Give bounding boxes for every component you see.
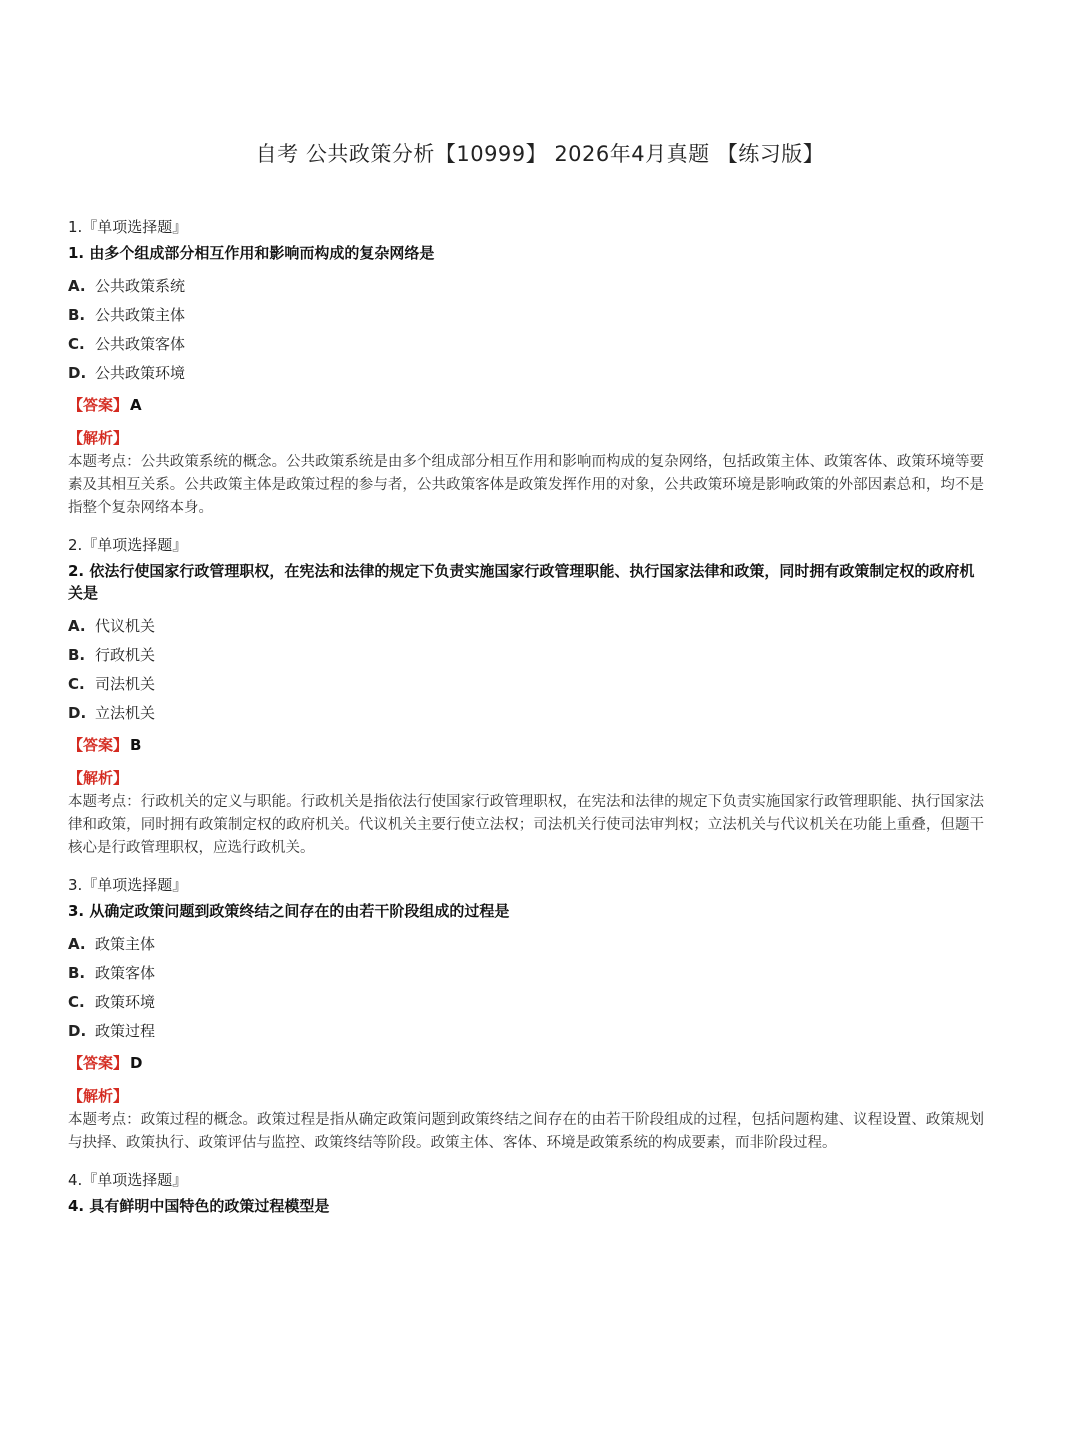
- option-text: 司法机关: [95, 675, 156, 693]
- option-letter: C.: [68, 675, 85, 693]
- option-text: 政策环境: [95, 993, 156, 1011]
- question-4: [68, 1169, 984, 1217]
- option-b: [68, 959, 984, 988]
- question-type: 1.『单项选择题』: [68, 218, 188, 236]
- option-c: [68, 670, 984, 699]
- option-a: [68, 272, 984, 301]
- answer-line: [68, 394, 984, 416]
- analysis-label: 【解析】: [68, 769, 129, 787]
- option-letter: B.: [68, 964, 86, 982]
- option-b: [68, 301, 984, 330]
- question-type: 2.『单项选择题』: [68, 536, 188, 554]
- question-stem: 1. 由多个组成部分相互作用和影响而构成的复杂网络是: [68, 244, 435, 262]
- answer-value: D: [130, 1054, 143, 1072]
- option-text: 政策客体: [95, 964, 156, 982]
- answer-line: [68, 1052, 984, 1074]
- option-letter: A.: [68, 935, 86, 953]
- option-letter: D.: [68, 364, 87, 382]
- analysis-label: 【解析】: [68, 429, 129, 447]
- option-text: 代议机关: [95, 617, 156, 635]
- option-text: 政策主体: [95, 935, 156, 953]
- analysis-text: 本题考点：行政机关的定义与职能。行政机关是指依法行使国家行政管理职权，在宪法和法律的规定下负责实施国家行政管理职能、执行国家法律和政策，同时拥有政策制定权的政府机关。代议机关主要行使立法权；司法机关行使司法审判权；立法机关与代议机关在功能上重叠，但题干核心是行政管理职权，应选行政机关。: [68, 794, 984, 856]
- answer-label: 【答案】: [68, 396, 129, 414]
- option-letter: A.: [68, 617, 86, 635]
- question-stem: 2. 依法行使国家行政管理职权，在宪法和法律的规定下负责实施国家行政管理职能、执行国家法律和政策，同时拥有政策制定权的政府机关是: [68, 562, 975, 602]
- question-type: 3.『单项选择题』: [68, 876, 188, 894]
- option-a: [68, 612, 984, 641]
- option-letter: D.: [68, 704, 87, 722]
- answer-label: 【答案】: [68, 1054, 129, 1072]
- analysis-label: 【解析】: [68, 1087, 129, 1105]
- option-letter: D.: [68, 1022, 87, 1040]
- option-d: [68, 1017, 984, 1046]
- option-letter: A.: [68, 277, 86, 295]
- answer-label: 【答案】: [68, 736, 129, 754]
- analysis-text: 本题考点：政策过程的概念。政策过程是指从确定政策问题到政策终结之间存在的由若干阶段组成的过程，包括问题构建、议程设置、政策规划与抉择、政策执行、政策评估与监控、政策终结等阶段。政策主体、客体、环境是政策系统的构成要素，而非阶段过程。: [68, 1112, 984, 1151]
- option-b: [68, 641, 984, 670]
- question-list: [68, 216, 984, 1231]
- option-letter: B.: [68, 306, 86, 324]
- option-letter: C.: [68, 993, 85, 1011]
- question-2: [68, 534, 984, 860]
- question-stem: 4. 具有鲜明中国特色的政策过程模型是: [68, 1197, 330, 1215]
- answer-value: A: [130, 396, 142, 414]
- question-stem: 3. 从确定政策问题到政策终结之间存在的由若干阶段组成的过程是: [68, 902, 510, 920]
- option-text: 公共政策系统: [95, 277, 186, 295]
- question-3: [68, 874, 984, 1155]
- option-c: [68, 330, 984, 359]
- option-c: [68, 988, 984, 1017]
- question-1: [68, 216, 984, 520]
- option-d: [68, 699, 984, 728]
- option-text: 公共政策环境: [95, 364, 186, 382]
- option-letter: B.: [68, 646, 86, 664]
- option-text: 公共政策主体: [95, 306, 186, 324]
- document-title: 自考 公共政策分析【10999】 2026年4月真题 【练习版】: [255, 142, 825, 166]
- option-text: 行政机关: [95, 646, 156, 664]
- option-text: 政策过程: [95, 1022, 156, 1040]
- option-text: 公共政策客体: [95, 335, 186, 353]
- option-text: 立法机关: [95, 704, 156, 722]
- option-d: [68, 359, 984, 388]
- analysis-text: 本题考点：公共政策系统的概念。公共政策系统是由多个组成部分相互作用和影响而构成的复杂网络，包括政策主体、政策客体、政策环境等要素及其相互关系。公共政策主体是政策过程的参与者，公共政策客体是政策发挥作用的对象，公共政策环境是影响政策的外部因素总和，均不是指整个复杂网络本身。: [68, 454, 984, 516]
- option-letter: C.: [68, 335, 85, 353]
- answer-value: B: [130, 736, 142, 754]
- option-a: [68, 930, 984, 959]
- answer-line: [68, 734, 984, 756]
- question-type: 4.『单项选择题』: [68, 1171, 188, 1189]
